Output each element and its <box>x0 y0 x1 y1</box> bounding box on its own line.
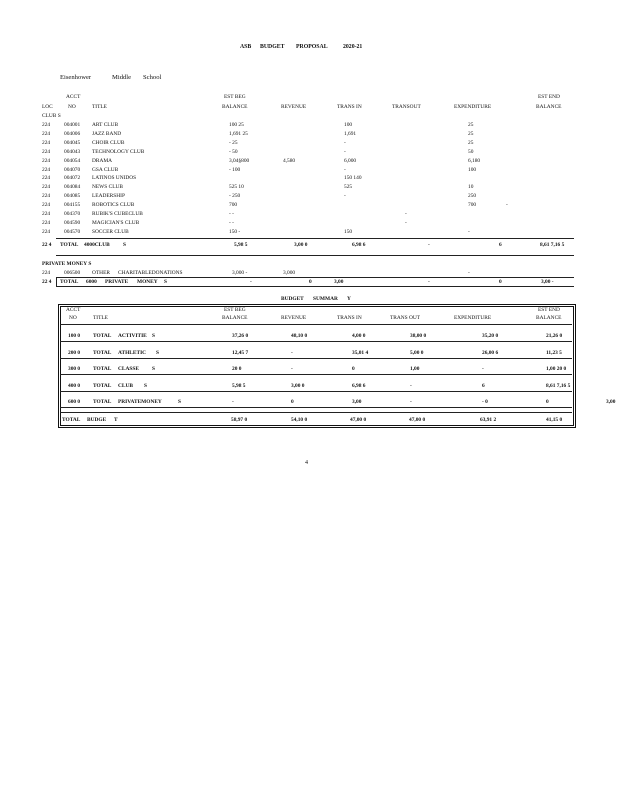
club-row <box>0 202 618 209</box>
cell-beg: 3,000 - <box>232 270 248 276</box>
cell-no: 200 0 <box>68 349 81 356</box>
cell-w2: ACTIVITIE <box>118 333 147 339</box>
total-tin: 3,00 <box>334 279 344 285</box>
header-est-end: EST END <box>538 94 560 100</box>
cell-end: 1,00 20 0 <box>546 366 567 373</box>
header-revenue: REVENUE <box>281 104 307 110</box>
section-label-private <box>0 261 618 268</box>
cell-exp: - 0 <box>482 399 488 406</box>
cell-exp: - <box>482 366 484 373</box>
divider <box>56 286 574 287</box>
cell-tin: - <box>344 193 346 200</box>
total-exp: 6 <box>499 242 502 248</box>
cell-exp: - <box>468 270 470 276</box>
cell-rev: 0 <box>291 399 294 406</box>
cell-exp: 25 <box>468 130 474 137</box>
cell-rev: 4,580 <box>283 157 296 164</box>
total-word: MONEY <box>137 279 158 285</box>
summary-total-row <box>0 417 618 424</box>
total-tout: - <box>428 279 430 285</box>
cell-loc: 224 <box>42 139 51 146</box>
cell-tout: - <box>405 211 407 217</box>
cell-tin: 3,00 <box>352 399 362 406</box>
header-est-beg: EST BEG <box>224 307 246 313</box>
cell-tin: - <box>344 139 346 146</box>
cell-beg: 525 10 <box>229 184 244 191</box>
cell-tin: 525 <box>344 184 353 191</box>
private-total-row <box>0 279 618 286</box>
cell-beg: 3,04§800 <box>229 157 250 164</box>
divider <box>60 407 572 408</box>
club-row <box>0 149 618 156</box>
section-private-text: PRIVATE MONEY S <box>42 261 92 267</box>
cell-end: 11,23 5 <box>546 349 562 356</box>
summary-row <box>0 333 618 340</box>
cell-w1: TOTAL <box>93 382 112 389</box>
cell-tout: - <box>405 219 407 226</box>
total-word: T <box>114 417 118 423</box>
cell-no: 100 0 <box>68 333 81 339</box>
school-name-word: Eisenhower <box>60 74 92 81</box>
cell-w2: CLUB <box>118 382 133 389</box>
total-tin: 47,00 0 <box>350 417 367 423</box>
private-row <box>0 270 618 277</box>
divider <box>60 374 572 375</box>
cell-exp: 100 <box>468 166 477 173</box>
cell-loc: 224 <box>42 193 51 200</box>
cell-title: NEWS CLUB <box>92 184 123 191</box>
cell-title: GSA CLUB <box>92 166 119 173</box>
cell-w2: ATHLETIC <box>118 349 147 356</box>
school-name-word: Middle <box>112 74 132 81</box>
club-row <box>0 122 618 129</box>
header-title: TITLE <box>92 104 107 110</box>
header-no: NO <box>69 315 77 321</box>
cell-exp: 25 <box>468 139 474 146</box>
cell-s: S <box>152 333 155 339</box>
header-end-balance: BALANCE <box>536 315 562 321</box>
header-loc: LOC <box>42 104 53 110</box>
header-title: TITLE <box>93 315 108 321</box>
cell-beg: - - <box>229 219 234 226</box>
cell-no: 006500 <box>64 270 81 276</box>
cell-loc: 224 <box>42 157 51 164</box>
cell-exp: 10 <box>468 184 474 191</box>
club-row <box>0 211 618 218</box>
total-label: TOTAL <box>60 279 79 285</box>
cell-s: S <box>152 366 155 373</box>
cell-no: 300 0 <box>68 366 81 373</box>
cell-s: S <box>144 382 147 389</box>
cell-exp: 6,180 <box>468 157 481 164</box>
club-row <box>0 229 618 236</box>
cell-title: SOCCER CLUB <box>92 228 129 235</box>
header-balance: BALANCE <box>222 315 248 321</box>
divider <box>60 341 572 342</box>
cell-loc: 224 <box>42 130 51 137</box>
total-tout: 47,00 0 <box>409 417 426 423</box>
cell-end: 0 <box>546 399 549 406</box>
summary-title-word: Y <box>347 296 351 302</box>
header-acct: ACCT <box>66 94 81 100</box>
divider <box>56 277 574 278</box>
cell-title: LATINOS UNIDOS <box>92 175 137 182</box>
cell-no: 600 0 <box>68 399 81 406</box>
cell-w1: TOTAL <box>93 366 112 373</box>
cell-no: 004590 <box>64 219 81 226</box>
column-header-row-1 <box>0 94 618 101</box>
cell-no: 004155 <box>64 202 81 209</box>
cell-beg: 20 0 <box>232 366 242 373</box>
section-label-clubs <box>0 113 618 120</box>
cell-title: LEADERSHIP <box>92 193 125 200</box>
cell-beg: - 25 <box>229 139 238 146</box>
cell-exp: 6 <box>482 382 485 389</box>
club-row <box>0 175 618 182</box>
divider <box>60 412 572 413</box>
cell-title: JAZZ BAND <box>92 130 122 137</box>
club-row <box>0 158 618 165</box>
cell-beg: - 50 <box>229 148 238 155</box>
header-trans-out: TRANSOUT <box>392 104 421 110</box>
title-word: ASB <box>240 44 252 50</box>
total-label: TOTAL <box>60 242 79 248</box>
cell-loc: 224 <box>42 270 51 276</box>
cell-rev: - <box>291 349 293 356</box>
club-row <box>0 220 618 227</box>
cell-end: 21,26 0 <box>546 333 563 339</box>
header-est-beg: EST BEG <box>224 94 246 100</box>
cell-loc: 224 <box>42 122 51 128</box>
cell-no: 004006 <box>64 130 81 137</box>
summary-title <box>0 296 618 303</box>
cell-tin: 150 140 <box>344 175 362 182</box>
school-name-word: School <box>143 74 162 81</box>
total-rev: 3,00 0 <box>294 242 308 248</box>
cell-title: CHARITABLEDONATIONS <box>118 270 183 276</box>
cell-beg: - <box>232 399 234 406</box>
total-label: TOTAL <box>62 417 81 423</box>
cell-tout: - <box>410 399 412 406</box>
cell-title: CHOIR CLUB <box>92 139 125 146</box>
club-total-row <box>0 242 618 249</box>
cell-beg: 5,98 5 <box>232 382 246 389</box>
cell-s: S <box>156 349 159 356</box>
cell-exp: 25 <box>468 122 474 128</box>
header-no: NO <box>68 104 76 110</box>
club-row <box>0 140 618 147</box>
cell-beg: 12,45 7 <box>232 349 249 356</box>
cell-beg: 150 - <box>229 228 241 235</box>
cell-loc: 224 <box>42 219 51 226</box>
cell-tin: 150 <box>344 228 353 235</box>
header-revenue: REVENUE <box>281 315 307 321</box>
total-end: 41,15 0 <box>546 417 563 423</box>
cell-tout: 1,00 <box>410 366 420 373</box>
header-trans-out: TRANS OUT <box>390 315 421 321</box>
cell-exp: - <box>468 228 470 235</box>
cell-no: 004085 <box>64 193 81 200</box>
cell-loc: 224 <box>42 211 51 217</box>
header-end-balance: BALANCE <box>536 104 562 110</box>
total-tout: - <box>428 242 430 248</box>
cell-loc: 224 <box>42 175 51 182</box>
cell-tin: 35,01 4 <box>352 349 369 356</box>
cell-extra: 3,00 <box>606 399 616 406</box>
cell-exp: 700 <box>468 202 477 209</box>
cell-no: 004084 <box>64 184 81 191</box>
header-trans-in: TRANS IN <box>337 104 362 110</box>
title-word: PROPOSAL <box>296 44 328 50</box>
divider <box>56 277 57 286</box>
cell-tin: 6,98 6 <box>352 382 366 389</box>
total-s: S <box>123 242 126 248</box>
total-loc: 22 4 <box>42 242 52 248</box>
title-word: BUDGET <box>260 44 285 50</box>
header-est-end: EST END <box>538 307 560 313</box>
cell-w1: TOTAL <box>93 399 112 406</box>
divider <box>60 391 572 392</box>
cell-loc: 224 <box>42 202 51 209</box>
total-beg: 58,97 0 <box>231 417 248 423</box>
cell-w1: TOTAL <box>93 349 112 356</box>
club-row <box>0 184 618 191</box>
summary-header-row-2 <box>0 315 618 322</box>
cell-loc: 224 <box>42 148 51 155</box>
cell-title: TECHNOLOGY CLUB <box>92 148 145 155</box>
summary-row <box>0 383 618 390</box>
club-row <box>0 167 618 174</box>
total-loc: 22 4 <box>42 279 52 285</box>
cell-title: RUBIK'S CUBECLUB <box>92 211 143 217</box>
club-row <box>0 131 618 138</box>
cell-beg: 100 25 <box>229 122 244 128</box>
cell-title: DRAMA <box>92 157 113 164</box>
cell-w1: TOTAL <box>93 333 112 339</box>
total-word: PRIVATE <box>105 279 129 285</box>
divider <box>56 255 574 256</box>
cell-loc: 224 <box>42 228 51 235</box>
cell-exp: 250 <box>468 193 477 200</box>
cell-beg: 700 <box>229 202 238 209</box>
cell-beg: - - <box>229 211 234 217</box>
cell-no: 004570 <box>64 228 81 235</box>
cell-rev: 3,00 0 <box>291 382 305 389</box>
summary-row <box>0 399 618 406</box>
total-end: 3,00 - <box>541 279 554 285</box>
total-end: 8,61 7,16 5 <box>540 242 565 248</box>
header-balance: BALANCE <box>222 104 248 110</box>
section-clubs-text: CLUB S <box>42 113 61 119</box>
cell-exp: 35,20 0 <box>482 333 499 339</box>
total-beg: 5,98 5 <box>234 242 248 248</box>
cell-no: 004045 <box>64 139 81 146</box>
header-trans-in: TRANS IN <box>337 315 362 321</box>
summary-title-word: SUMMAR <box>313 296 338 302</box>
cell-title: MAGICIAN'S CLUB <box>92 219 140 226</box>
cell-tin: 4,00 0 <box>352 333 366 339</box>
cell-s: S <box>178 399 181 406</box>
club-row <box>0 193 618 200</box>
cell-no: 004072 <box>64 175 81 182</box>
divider <box>60 358 572 359</box>
cell-tin: 1,691 <box>344 130 357 137</box>
cell-no: 004001 <box>64 122 81 128</box>
cell-w2: PRIVATEMONEY <box>118 399 162 406</box>
cell-exp: 26,00 6 <box>482 349 499 356</box>
cell-w2: CLASSE <box>118 366 139 373</box>
divider <box>56 238 574 239</box>
cell-beg: 37,26 0 <box>232 333 249 339</box>
title-year: 2020-21 <box>343 44 363 50</box>
total-rev: 0 <box>309 279 312 285</box>
cell-tin: - <box>344 148 346 155</box>
total-word: BUDGE <box>87 417 107 423</box>
summary-title-word: BUDGET <box>281 296 304 302</box>
total-exp: 0 <box>499 279 502 285</box>
total-beg: - <box>250 279 252 285</box>
total-no: 6000 <box>86 279 97 285</box>
divider <box>60 324 572 325</box>
cell-tout: 38,00 0 <box>410 333 427 339</box>
column-header-row-2 <box>0 104 618 111</box>
cell-no: 004054 <box>64 157 81 164</box>
cell-rev: - <box>291 366 293 373</box>
cell-end: - <box>506 202 508 209</box>
summary-header-row-1 <box>0 307 618 314</box>
cell-no: 400 0 <box>68 382 81 389</box>
total-rev: 54,10 0 <box>291 417 308 423</box>
total-exp: 63,91 2 <box>480 417 497 423</box>
header-expenditure: EXPENDITURE <box>454 104 492 110</box>
header-expenditure: EXPENDITURE <box>454 315 492 321</box>
cell-title: ART CLUB <box>92 122 119 128</box>
cell-tin: 100 <box>344 122 353 128</box>
page-number: 4 <box>305 460 308 466</box>
cell-tout: - <box>410 382 412 389</box>
cell-tin: - <box>344 166 346 173</box>
cell-rev: 3,000 <box>283 270 296 276</box>
cell-title: ROBOTICS CLUB <box>92 202 135 209</box>
header-acct: ACCT <box>66 307 81 313</box>
cell-beg: 1,691 25 <box>229 130 248 137</box>
cell-no: 004070 <box>64 166 81 173</box>
cell-title: OTHER <box>92 270 110 276</box>
summary-row <box>0 366 618 373</box>
cell-no: 004370 <box>64 211 81 217</box>
cell-tout: 5,00 0 <box>410 349 424 356</box>
cell-end: 8,61 7,16 5 <box>546 382 571 389</box>
cell-beg: - 100 <box>229 166 241 173</box>
total-s: S <box>164 279 167 285</box>
total-tin: 6,98 6 <box>352 242 366 248</box>
cell-tin: 6,000 <box>344 157 357 164</box>
cell-rev: 48,10 0 <box>291 333 308 339</box>
total-no: 4000CLUB <box>84 242 110 248</box>
cell-exp: 50 <box>468 148 474 155</box>
cell-tin: 0 <box>352 366 355 373</box>
cell-beg: - 250 <box>229 193 241 200</box>
cell-loc: 224 <box>42 166 51 173</box>
summary-row <box>0 350 618 357</box>
cell-loc: 224 <box>42 184 51 191</box>
cell-no: 004043 <box>64 148 81 155</box>
